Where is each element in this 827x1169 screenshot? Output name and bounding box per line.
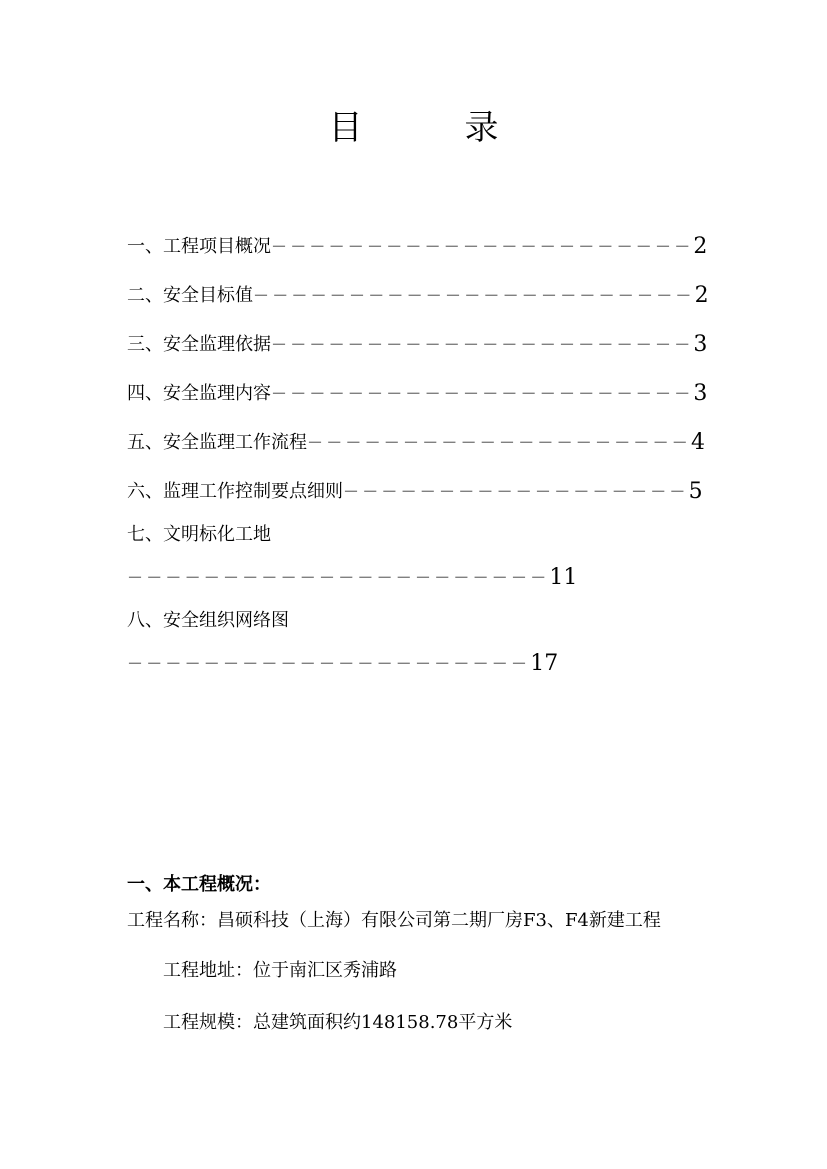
toc-entry-7-continuation[interactable] <box>127 563 577 593</box>
toc-entry-page: 17 <box>530 651 559 676</box>
toc-entry-leader: －－－－－－－－－－－－－－－－－－－－－－ <box>271 237 694 256</box>
toc-entry-label: 一、工程项目概况 <box>127 236 271 257</box>
toc-entry-page: 3 <box>693 332 708 357</box>
toc-entry-label: 五、安全监理工作流程 <box>127 432 307 453</box>
toc-entry-page: 3 <box>693 381 708 406</box>
toc-entry-5[interactable] <box>127 428 705 458</box>
toc-entry-2[interactable] <box>127 281 709 311</box>
toc-entry-leader: －－－－－－－－－－－－－－－－－－－－－－ <box>271 335 694 354</box>
toc-entry-leader: －－－－－－－－－－－－－－－－－－－－－－ <box>271 384 694 403</box>
project-address-line: 工程地址：位于南汇区秀浦路 <box>163 960 397 981</box>
toc-entry-page: 2 <box>694 283 709 308</box>
toc-entry-label: 七、文明标化工地 <box>127 524 271 545</box>
toc-entry-6[interactable] <box>127 477 703 507</box>
toc-entry-page: 5 <box>688 479 703 504</box>
section-heading: 一、本工程概况： <box>127 874 271 895</box>
toc-entry-label: 八、安全组织网络图 <box>127 610 289 631</box>
toc-entry-3[interactable] <box>127 330 707 360</box>
toc-entry-leader: －－－－－－－－－－－－－－－－－－－－－ <box>127 654 531 673</box>
page-title: 目 录 <box>328 108 499 148</box>
toc-entry-8-continuation[interactable] <box>127 649 558 679</box>
toc-entry-page: 2 <box>693 234 708 259</box>
toc-entry-label: 六、监理工作控制要点细则 <box>127 481 343 502</box>
toc-entry-leader: －－－－－－－－－－－－－－－－－－－－ <box>307 433 692 452</box>
toc-entry-leader: －－－－－－－－－－－－－－－－－－－－－－－ <box>253 286 695 305</box>
toc-entry-page: 11 <box>549 565 578 590</box>
toc-entry-leader: －－－－－－－－－－－－－－－－－－ <box>343 482 689 501</box>
toc-entry-7[interactable] <box>127 520 271 550</box>
project-scale-line: 工程规模：总建筑面积约148158.78平方米 <box>163 1012 513 1033</box>
toc-entry-leader: －－－－－－－－－－－－－－－－－－－－－－ <box>127 568 550 587</box>
toc-entry-label: 三、安全监理依据 <box>127 334 271 355</box>
project-name-line: 工程名称：昌硕科技（上海）有限公司第二期厂房F3、F4新建工程 <box>127 910 661 931</box>
toc-entry-label: 二、安全目标值 <box>127 285 253 306</box>
toc-entry-4[interactable] <box>127 379 707 409</box>
toc-entry-page: 4 <box>691 430 706 455</box>
toc-entry-1[interactable] <box>127 232 707 262</box>
toc-entry-8[interactable] <box>127 606 289 636</box>
toc-entry-label: 四、安全监理内容 <box>127 383 271 404</box>
